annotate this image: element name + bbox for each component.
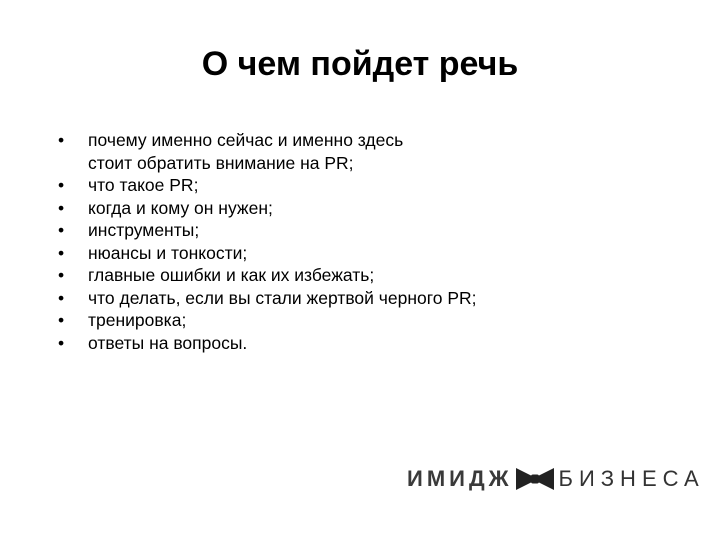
list-item-text: что делать, если вы стали жертвой черного PR; <box>88 287 477 308</box>
list-item-text: главные ошибки и как их избежать; <box>88 265 375 285</box>
bullet-marker: • <box>58 130 65 150</box>
logo-word-left: ИМИДЖ <box>407 466 513 491</box>
bullet-marker: • <box>58 175 65 195</box>
list-item-text: когда и кому он нужен; <box>88 197 273 218</box>
list-item <box>58 332 658 355</box>
list-item-line: почему именно сейчас и именно здесь <box>88 130 404 150</box>
list-item <box>58 309 658 332</box>
bullet-marker: • <box>58 197 65 218</box>
bullet-marker: • <box>58 265 65 285</box>
list-item <box>58 219 658 242</box>
list-item-text: тренировка; <box>88 310 187 330</box>
list-item <box>58 264 658 287</box>
bowtie-icon <box>515 466 555 492</box>
list-item-text: ответы на вопросы. <box>88 332 248 353</box>
list-item-text: что такое PR; <box>88 175 199 195</box>
bullet-marker: • <box>58 287 65 308</box>
list-item <box>58 174 658 197</box>
company-logo <box>407 462 705 496</box>
list-item <box>58 129 658 174</box>
slide-title: О чем пойдет речь <box>201 45 519 83</box>
list-item-text: инструменты; <box>88 220 200 240</box>
logo-word-right: БИЗНЕСА <box>558 466 705 491</box>
list-item-text <box>88 129 658 174</box>
bullet-marker: • <box>58 310 65 330</box>
bullet-marker: • <box>58 242 65 263</box>
bullet-marker: • <box>58 332 65 353</box>
list-item-text: нюансы и тонкости; <box>88 242 248 263</box>
list-item <box>58 242 658 265</box>
bullet-list <box>58 129 658 354</box>
list-item <box>58 197 658 220</box>
bullet-marker: • <box>58 220 65 240</box>
list-item-line: стоит обратить внимание на PR; <box>88 152 354 173</box>
list-item <box>58 287 658 310</box>
